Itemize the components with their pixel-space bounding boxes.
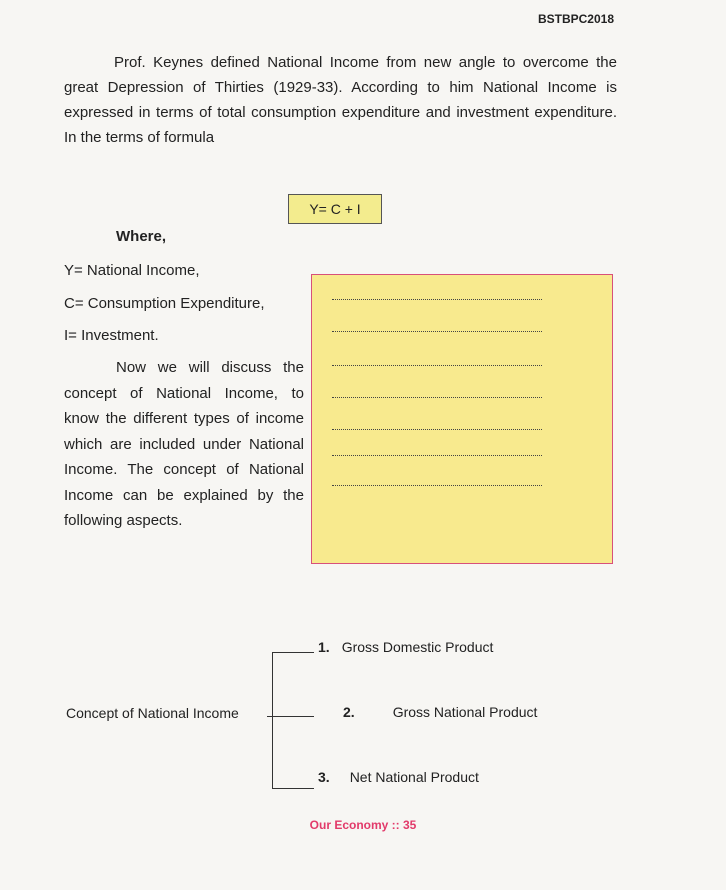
note-line	[332, 397, 542, 398]
concept-paragraph: Now we will discuss the concept of National Income, to know the different types of income which are included under National Income. The concept of National Income can be explained by the following aspects.	[64, 359, 304, 529]
note-line	[332, 299, 542, 300]
tree-branch-line-3	[272, 788, 314, 789]
where-label: Where,	[116, 228, 167, 245]
tree-item-gdp: 1. Gross Domestic Product	[318, 639, 494, 655]
note-line	[332, 429, 542, 430]
note-line	[332, 365, 542, 366]
definition-i: I= Investment.	[64, 327, 159, 344]
definition-y: Y= National Income,	[64, 262, 200, 279]
page-footer: Our Economy :: 35	[309, 818, 417, 832]
tree-root-label: Concept of National Income	[66, 705, 239, 721]
definition-c: C= Consumption Expenditure,	[64, 295, 265, 312]
note-line	[332, 455, 542, 456]
note-line	[332, 331, 542, 332]
document-code: BSTBPC2018	[537, 12, 614, 26]
note-line	[332, 485, 542, 486]
tree-trunk-line	[272, 652, 273, 788]
formula-box	[288, 194, 382, 224]
tree-branch-line-1	[272, 652, 314, 653]
intro-paragraph: Prof. Keynes defined National Income from new angle to overcome the great Depression of Thirties (1929-33). According to him National Income is expressed in terms of total consumption expenditure and investment expenditure. In the terms of formula	[64, 54, 617, 146]
tree-branch-line-2	[272, 716, 314, 717]
notes-box	[311, 274, 613, 564]
formula-text: Y= C + I	[309, 201, 361, 217]
tree-item-nnp: 3. Net National Product	[318, 769, 479, 785]
tree-item-gnp: 2. Gross National Product	[343, 704, 538, 720]
